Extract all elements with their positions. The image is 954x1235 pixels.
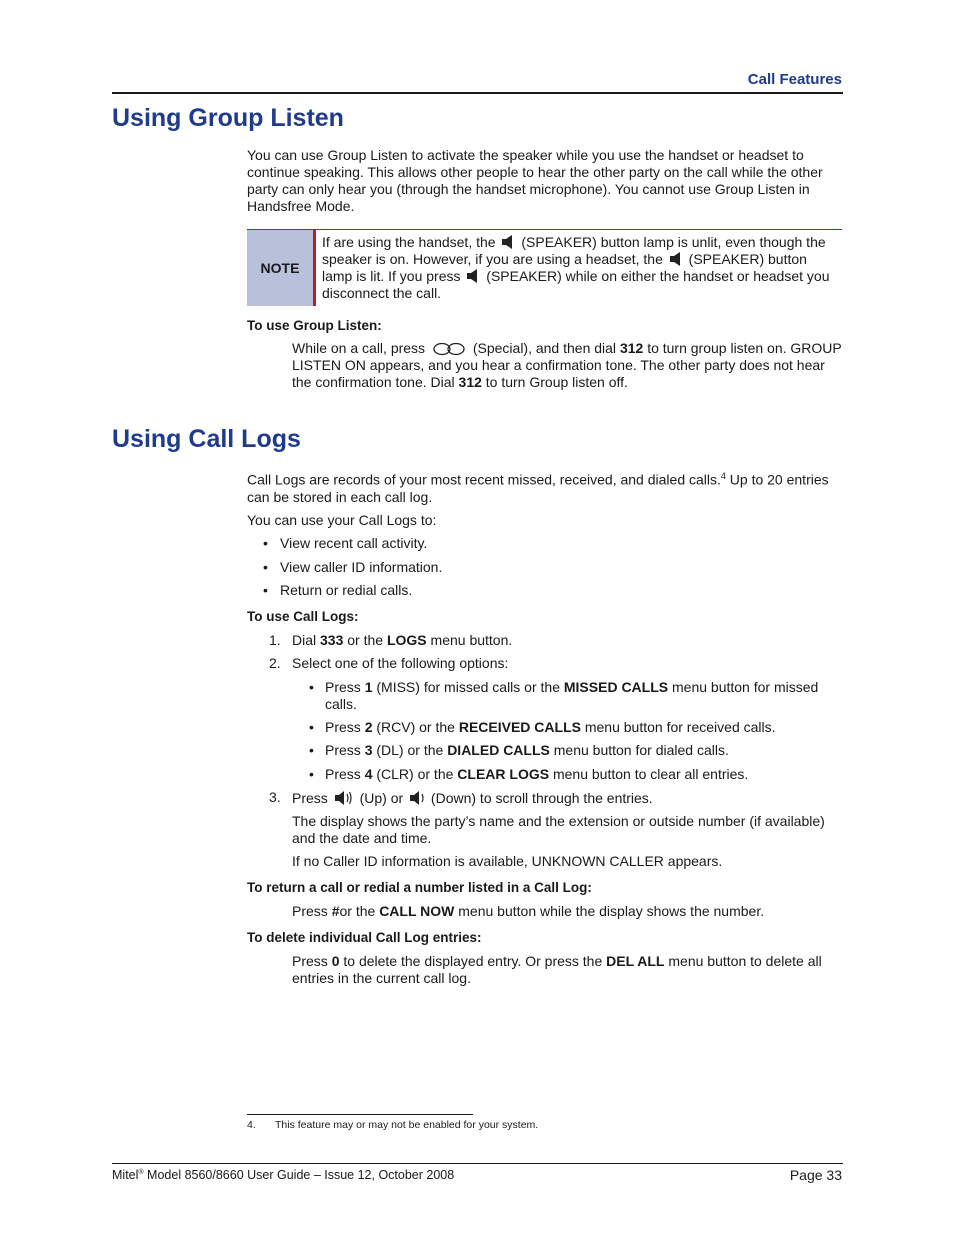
step-text: Press <box>292 953 332 969</box>
step-text: or the <box>339 903 380 919</box>
return-call-step <box>292 903 842 920</box>
option-text: menu button for missed calls. <box>325 679 819 712</box>
footer-rule <box>112 1163 843 1164</box>
intro-text: Call Logs are records of your most recent missed, received, and dialed calls. <box>247 471 721 488</box>
list-item: View caller ID information. <box>280 559 443 575</box>
step-text: While on a call, press <box>292 340 426 356</box>
procedure-label: To use Group Listen: <box>247 318 382 333</box>
uses-label: You can use your Call Logs to: <box>247 512 437 528</box>
option-text: (MISS) for missed calls or the <box>372 679 564 695</box>
section-heading-call-logs: Using Call Logs <box>112 425 301 453</box>
option-text: Press <box>325 679 365 695</box>
key-label: 0 <box>331 953 340 969</box>
option-text: Press <box>325 719 365 735</box>
dial-code: 333 <box>320 632 344 648</box>
step-number: 2. <box>269 655 281 671</box>
key-label: 3 <box>364 742 373 758</box>
step-text: Press <box>292 903 332 919</box>
dial-code: 312 <box>458 374 482 390</box>
key-label: # <box>331 903 340 919</box>
brand-name: Mitel <box>112 1168 139 1182</box>
step-text: or the <box>343 632 387 648</box>
step-text: menu button. <box>426 632 513 648</box>
option-item <box>325 766 825 783</box>
menu-button-name: DEL ALL <box>606 953 665 969</box>
note-label: NOTE <box>247 230 316 306</box>
option-item <box>325 719 825 736</box>
note-text-part: (SPEAKER) while on either the handset or headset you disconnect the call. <box>322 268 830 301</box>
step-text: to delete the displayed entry. Or press the <box>339 953 607 969</box>
footnote-ref: 4 <box>720 471 726 481</box>
option-text: (CLR) or the <box>372 766 458 782</box>
key-label: 2 <box>364 719 373 735</box>
option-text: menu button for received calls. <box>580 719 776 735</box>
list-item: Return or redial calls. <box>280 582 413 598</box>
bullet-icon: • <box>309 719 314 735</box>
procedure-label: To return a call or redial a number listed in a Call Log: <box>247 880 592 895</box>
option-text: Press <box>325 742 365 758</box>
procedure-label: To use Call Logs: <box>247 609 359 624</box>
volume-down-icon <box>409 789 425 807</box>
note-text-part: (SPEAKER) button lamp is lit. If you press <box>322 251 807 284</box>
bullet-icon: • <box>263 535 268 551</box>
delete-entry-step <box>292 953 842 987</box>
option-item <box>325 679 825 713</box>
option-item <box>325 742 825 759</box>
speaker-icon <box>501 234 515 250</box>
note-text <box>322 234 837 302</box>
step-text: to turn group listen on. GROUP LISTEN ON appears, and you hear a confirmation tone. The other party does not hear the confirmation tone. Dial <box>292 340 842 390</box>
menu-button-name: MISSED CALLS <box>563 679 669 695</box>
step-text: to turn Group listen off. <box>485 374 628 390</box>
step-number: 3. <box>269 789 281 805</box>
option-text: (DL) or the <box>372 742 448 758</box>
note-text-part: If are using the handset, the <box>322 234 496 250</box>
menu-button-name: CLEAR LOGS <box>457 766 550 782</box>
key-label: 1 <box>364 679 373 695</box>
menu-button-name: DIALED CALLS <box>447 742 550 758</box>
unknown-caller-info: If no Caller ID information is available, UNKNOWN CALLER appears. <box>292 853 723 869</box>
list-item: View recent call activity. <box>280 535 428 551</box>
menu-button-name: RECEIVED CALLS <box>458 719 581 735</box>
step-text: (Up) or <box>359 790 404 806</box>
step-text: menu button while the display shows the number. <box>454 903 765 919</box>
bullet-icon: • <box>309 679 314 695</box>
option-text: menu button for dialed calls. <box>549 742 729 758</box>
step-2: Select one of the following options: <box>292 655 509 671</box>
menu-button-name: LOGS <box>386 632 427 648</box>
bullet-icon: • <box>309 742 314 758</box>
step-text: (Special), and then dial <box>472 340 617 356</box>
step-1 <box>292 632 842 649</box>
step-text: Press <box>292 790 328 806</box>
bullet-icon: • <box>309 766 314 782</box>
dial-code: 312 <box>619 340 644 356</box>
registered-mark: ® <box>138 1168 144 1176</box>
call-logs-intro <box>247 468 837 506</box>
footnote-rule <box>247 1114 473 1115</box>
page-number: Page 33 <box>789 1167 842 1183</box>
display-info: The display shows the party’s name and the extension or outside number (if available) and the date and time. <box>292 813 825 846</box>
option-text: (RCV) or the <box>372 719 459 735</box>
footer-document-title <box>112 1168 454 1182</box>
note-text-part: (SPEAKER) button lamp is unlit, even though the speaker is on. However, if you are using a headset, the <box>322 234 826 267</box>
step-text: (Down) to scroll through the entries. <box>430 790 653 806</box>
key-label: 4 <box>364 766 373 782</box>
section-heading-group-listen: Using Group Listen <box>112 104 344 132</box>
note-box <box>247 229 842 306</box>
menu-button-name: CALL NOW <box>379 903 455 919</box>
intro-text: Up to 20 entries can be stored in each call log. <box>247 471 829 505</box>
document-title: Model 8560/8660 User Guide – Issue 12, October 2008 <box>143 1168 455 1182</box>
step-number: 1. <box>269 632 281 648</box>
bullet-icon: • <box>263 559 268 575</box>
speaker-icon <box>466 268 480 284</box>
volume-up-icon <box>334 789 354 807</box>
group-listen-intro: You can use Group Listen to activate the speaker while you use the handset or headset to continue speaking. This allows other people to hear the other party on the call while the other party can only hear you (through the handset microphone). You cannot use Group Listen in Handsfree Mode. <box>247 147 823 214</box>
step-text: menu button to delete all entries in the current call log. <box>292 953 822 986</box>
special-key-icon <box>432 342 466 356</box>
bullet-icon: • <box>263 582 268 598</box>
footnote-number: 4. <box>247 1119 256 1131</box>
header-rule <box>112 92 843 94</box>
step-text: Dial <box>292 632 321 648</box>
group-listen-step <box>292 340 842 391</box>
step-3 <box>292 789 842 807</box>
running-header: Call Features <box>747 71 842 88</box>
procedure-label: To delete individual Call Log entries: <box>247 930 482 945</box>
speaker-icon <box>669 251 683 267</box>
option-text: Press <box>325 766 365 782</box>
footnote-text: This feature may or may not be enabled for your system. <box>275 1119 539 1131</box>
option-text: menu button to clear all entries. <box>549 766 749 782</box>
